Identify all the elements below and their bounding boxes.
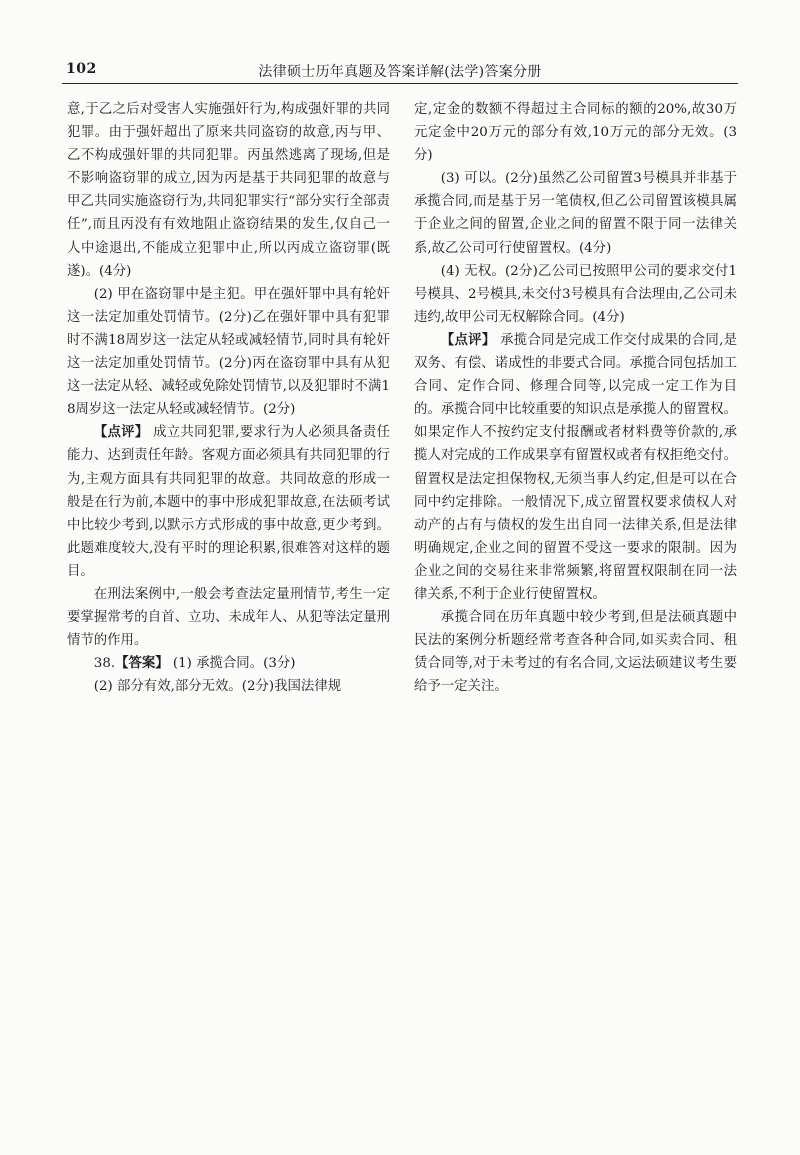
running-header: [62, 59, 738, 84]
left-column: [67, 98, 390, 698]
paragraph-answer-38-3: (3) 可以。(2分)虽然乙公司留置3号模具并非基于承揽合同,而是基于另一笔债权,但乙公司留置该模具属于企业之间的留置,企业之间的留置不限于同一法律关系,故乙公司可行使留置权。(4分): [414, 171, 737, 256]
answer-text: (1) 承揽合同。(3分): [168, 656, 296, 672]
commentary-text: 成立共同犯罪,要求行为人必须具备责任能力、达到责任年龄。客观方面必须具有共同犯罪的行为,主观方面具有共同犯罪的故意。共同故意的形成一般是在行为前,本题中的事中形成犯罪故意,在法硕考试中比较少考到,以默示方式形成的事中故意,更少考到。此题难度较大,没有平时的理论积累,很难答对这样的题目。: [67, 425, 391, 579]
question-number: 38.: [93, 656, 116, 672]
answer-label: 【答案】: [115, 656, 169, 672]
paragraph-commentary: [67, 421, 390, 583]
running-title: 法律硕士历年真题及答案详解(法学)答案分册: [258, 64, 542, 80]
paragraph-sentencing-note: 在刑法案例中,一般会考查法定量刑情节,考生一定要掌握常考的自首、立功、未成年人、从犯等法定量刑情节的作用。: [67, 586, 390, 649]
paragraph-continued-right: 定,定金的数额不得超过主合同标的额的20%,故30万元定金中20万元的部分有效,10万元的部分无效。(3分): [414, 102, 737, 164]
paragraph-closing-note: 承揽合同在历年真题中较少考到,但是法硕真题中民法的案例分析题经常考查各种合同,如买卖合同、租赁合同等,对于未考过的有名合同,文运法硕建议考生要给予一定关注。: [414, 610, 737, 695]
paragraph-answer-2: (2) 甲在盗窃罪中是主犯。甲在强奸罪中具有轮奸这一法定加重处罚情节。(2分)乙在强奸罪中具有犯罪时不满18周岁这一法定从轻或减轻情节,同时具有轮奸这一法定加重处罚情节。(2分)丙在盗窃罪中具有从犯这一法定从轻、减轻或免除处罚情节,以及犯罪时不满18周岁这一法定从轻或减轻情节。(2分): [67, 286, 390, 418]
paragraph-question-38: [67, 652, 390, 675]
paragraph-answer-38-4: (4) 无权。(2分)乙公司已按照甲公司的要求交付1号模具、2号模具,未交付3号模具有合法理由,乙公司未违约,故甲公司无权解除合同。(4分): [414, 263, 737, 325]
commentary-label-right: 【点评】: [440, 332, 496, 348]
commentary-label: 【点评】: [93, 425, 149, 441]
paragraph-continued: 意,于乙之后对受害人实施强奸行为,构成强奸罪的共同犯罪。由于强奸超出了原来共同盗窃的故意,丙与甲、乙不构成强奸罪的共同犯罪。丙虽然逃离了现场,但是不影响盗窃罪的成立,因为丙是基于共同犯罪的故意与甲乙共同实施盗窃行为,共同犯罪实行“部分实行全部责任”,而且丙没有有效地阻止盗窃结果的发生,仅自己一人中途退出,不能成立犯罪中止,所以丙成立盗窃罪(既遂)。(4分): [67, 102, 390, 279]
paragraph-answer-38-2: (2) 部分有效,部分无效。(2分)我国法律规: [93, 679, 342, 695]
page-number: 102: [66, 61, 97, 77]
paragraph-commentary-right: [414, 329, 737, 606]
commentary-text-right: 承揽合同是完成工作交付成果的合同,是双务、有偿、诺成性的非要式合同。承揽合同包括加工合同、定作合同、修理合同等,以完成一定工作为目的。承揽合同中比较重要的知识点是承揽人的留置权。如果定作人不按约定支付报酬或者材料费等价款的,承揽人对完成的工作成果享有留置权或者有权拒绝交付。留置权是法定担保物权,无须当事人约定,但是可以在合同中约定排除。一般情况下,成立留置权要求债权人对动产的占有与债权的发生出自同一法律关系,但是法律明确规定,企业之间的留置不受这一要求的限制。因为企业之间的交易往来非常频繁,将留置权限制在同一法律关系,不利于企业行使留置权。: [414, 332, 738, 602]
right-column: [414, 98, 737, 698]
